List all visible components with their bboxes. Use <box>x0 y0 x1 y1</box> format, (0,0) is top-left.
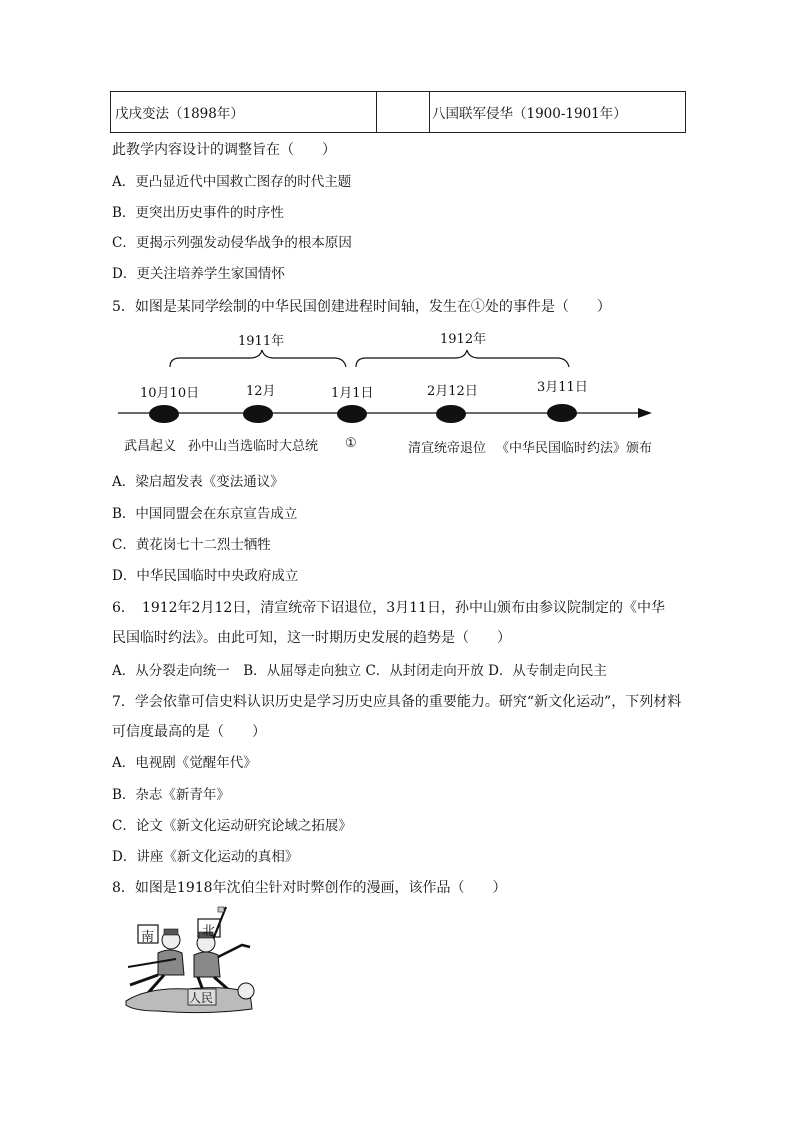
q8-stem: 8．如图是1918年沈伯尘针对时弊创作的漫画，该作品（ ） <box>112 880 507 896</box>
timeline-event-abdication: 清宣统帝退位 <box>408 441 487 456</box>
timeline-event-sun-elected: 孙中山当选临时大总统 <box>188 439 319 454</box>
timeline-date-dec: 12月 <box>246 384 276 399</box>
timeline-dot-1 <box>149 405 179 423</box>
timeline-date-oct10: 10月10日 <box>140 386 200 401</box>
cartoon-label-south: 南 <box>141 930 155 945</box>
table-cell-reform-1898: 戊戌变法（1898年） <box>111 92 377 132</box>
timeline-date-feb12: 2月12日 <box>427 384 478 399</box>
q7-option-a[interactable]: A．电视剧《觉醒年代》 <box>112 755 257 771</box>
timeline-year-1911: 1911年 <box>238 334 285 349</box>
timeline-dot-5 <box>547 404 577 422</box>
q7-option-d[interactable]: D．讲座《新文化运动的真相》 <box>112 849 299 865</box>
q4-option-d[interactable]: D．更关注培养学生家国情怀 <box>112 266 285 282</box>
timeline-dot-3 <box>337 405 367 423</box>
brace-1911 <box>170 350 346 367</box>
brace-1912 <box>356 350 569 367</box>
q6-stem-line1: 6． 1912年2月12日，清宣统帝下诏退位，3月11日，孙中山颁布由参议院制定的《中华 <box>112 600 665 616</box>
q7-option-b[interactable]: B．杂志《新青年》 <box>112 787 230 803</box>
timeline-event-constitution: 《中华民国临时约法》颁布 <box>496 441 653 456</box>
q5-option-a[interactable]: A．梁启超发表《变法通议》 <box>112 474 284 490</box>
q4-stem: 此教学内容设计的调整旨在（ ） <box>112 142 336 158</box>
cartoon-label-people: 人民 <box>189 991 214 1005</box>
timeline-dot-2 <box>243 405 273 423</box>
q6-options[interactable]: A．从分裂走向统一 B．从屈辱走向独立 C．从封闭走向开放 D．从专制走向民主 <box>112 663 607 679</box>
q4-option-c[interactable]: C．更揭示列强发动侵华战争的根本原因 <box>112 235 352 251</box>
shen-bochen-cartoon <box>118 905 268 1017</box>
timeline-event-wuchang: 武昌起义 <box>124 439 177 454</box>
timeline-date-mar11: 3月11日 <box>537 380 588 395</box>
q6-stem-line2: 民国临时约法》。由此可知，这一时期历史发展的趋势是（ ） <box>112 630 511 646</box>
table-cell-eight-nation: 八国联军侵华（1900-1901年） <box>432 106 627 122</box>
q5-option-c[interactable]: C．黄花岗七十二烈士牺牲 <box>112 537 271 553</box>
cartoon-label-north: 北 <box>202 924 216 939</box>
timeline-date-jan1: 1月1日 <box>331 386 374 401</box>
timeline-year-1912: 1912年 <box>440 332 487 347</box>
table-cell-blank <box>377 92 430 132</box>
timeline-dot-4 <box>436 405 466 423</box>
q5-stem: 5．如图是某同学绘制的中华民国创建进程时间轴，发生在①处的事件是（ ） <box>112 299 611 315</box>
timeline-arrow-icon <box>638 408 652 418</box>
q4-option-a[interactable]: A．更凸显近代中国救亡图存的时代主题 <box>112 174 352 190</box>
q7-option-c[interactable]: C．论文《新文化运动研究论域之拓展》 <box>112 818 352 834</box>
history-events-table <box>110 91 686 133</box>
q5-option-d[interactable]: D．中华民国临时中央政府成立 <box>112 568 299 584</box>
q4-option-b[interactable]: B．更突出历史事件的时序性 <box>112 205 284 221</box>
timeline-event-unknown: ① <box>345 436 357 451</box>
q7-stem-line1: 7．学会依靠可信史料认识历史是学习历史应具备的重要能力。研究“新文化运动”，下列材料 <box>112 694 682 710</box>
q7-stem-line2: 可信度最高的是（ ） <box>112 724 266 740</box>
q5-option-b[interactable]: B．中国同盟会在东京宣告成立 <box>112 506 298 522</box>
